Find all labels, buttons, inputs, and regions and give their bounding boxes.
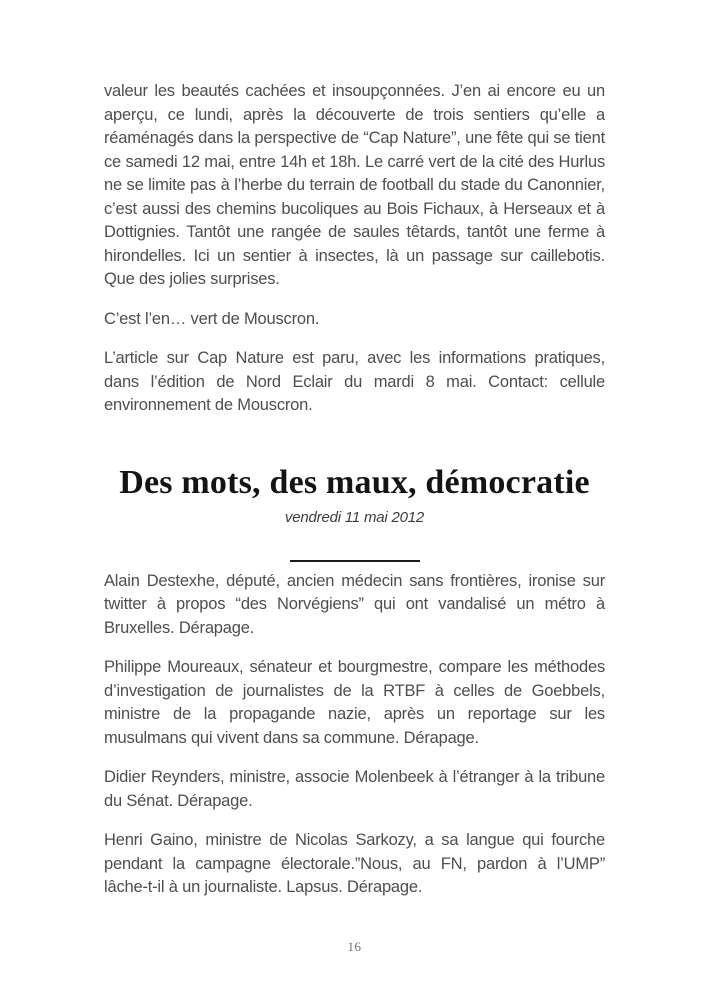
- post-date: vendredi 11 mai 2012: [284, 508, 425, 526]
- paragraph: Henri Gaino, ministre de Nicolas Sarkozy, a sa langue qui fourche pendant la campagne électorale.”Nous, au FN, pardon à l’UMP” lâche-t-il à un journaliste. Lapsus. Dérapage.: [104, 831, 605, 896]
- paragraph: Philippe Moureaux, sénateur et bourgmestre, compare les méthodes d’investigation de journalistes de la RTBF à celles de Goebbels, ministre de la propagande nazie, après un reportage sur les musulmans qui vivent dans sa commune. Dérapage.: [104, 658, 605, 747]
- page-content: [104, 0, 605, 900]
- continued-paragraph: valeur les beautés cachées et insoupçonnées. J’en ai encore eu un aperçu, ce lundi, après la découverte de trois sentiers qu’elle a réaménagés dans la perspective de “Cap Nature”, une fête qui se tient ce samedi 12 mai, entre 14h et 18h. Le carré vert de la cité des Hurlus ne se limite pas à l’herbe du terrain de football du stade du Canonnier, c’est aussi des chemins bucoliques au Bois Fichaux, à Herseaux et à Dottignies. Tantôt une rangée de saules têtards, tantôt une ferme à hirondelles. Ici un sentier à insectes, là un passage sur caillebotis. Que des jolies surprises.: [104, 82, 605, 288]
- paragraph: L’article sur Cap Nature est paru, avec les informations pratiques, dans l’édition de Nord Eclair du mardi 8 mai. Contact: cellule environnement de Mouscron.: [104, 349, 605, 414]
- paragraph: Alain Destexhe, député, ancien médecin sans frontières, ironise sur twitter à propos “des Norvégiens” qui ont vandalisé un métro à Bruxelles. Dérapage.: [104, 571, 605, 637]
- paragraph: Didier Reynders, ministre, associe Molenbeek à l’étranger à la tribune du Sénat. Dérapage.: [104, 768, 605, 810]
- page-number: 16: [347, 939, 362, 954]
- post-title: Des mots, des maux, démocratie: [119, 463, 590, 501]
- separator-rule: [290, 560, 420, 562]
- paragraph: C’est l’en… vert de Mouscron.: [104, 309, 320, 328]
